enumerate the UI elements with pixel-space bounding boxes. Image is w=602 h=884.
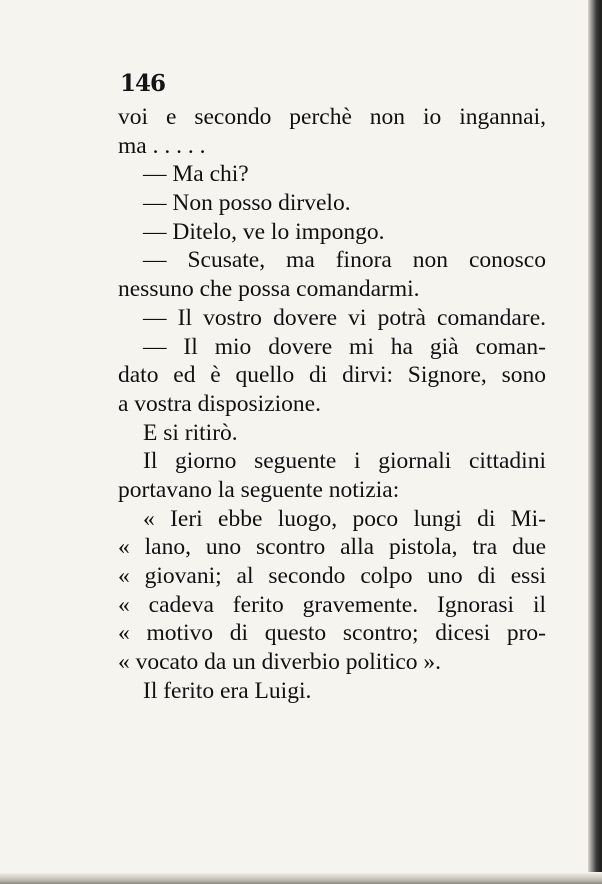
page-bottom-edge [0,872,602,884]
text-line-11: a vostra disposizione. [118,390,321,417]
text-line-9: — Il mio dovere mi ha già coman- [143,333,546,360]
body-text [118,103,546,705]
text-line-17: « giovani; al secondo colpo uno di essi [118,563,546,589]
text-line-1: voi e secondo perchè non io ingannai, [118,104,546,130]
page-number: 146 [120,70,166,97]
book-spine-shadow [588,0,602,884]
text-line-5: — Ditelo, ve lo impongo. [143,218,385,245]
text-line-15: « Ieri ebbe luogo, poco lungi di Mi- [143,505,546,532]
text-line-7: nessuno che possa comandarmi. [118,276,420,303]
text-line-3: — Ma chi? [143,161,249,188]
text-line-18: « cadeva ferito gravemente. Ignorasi il [118,591,546,618]
text-line-14: portavano la seguente notizia: [118,476,400,503]
text-line-2: ma . . . . . [118,132,206,159]
text-line-16: « lano, uno scontro alla pistola, tra due [118,534,546,561]
text-line-8: — Il vostro dovere vi potrà comandare. [143,304,546,331]
text-line-4: — Non posso dirvelo. [143,190,351,217]
text-line-19: « motivo di questo scontro; dicesi pro- [118,620,546,647]
text-line-20: « vocato da un diverbio politico ». [118,649,442,676]
text-line-12: E si ritirò. [143,419,238,446]
text-line-13: Il giorno seguente i giornali cittadini [143,448,546,475]
text-line-6: — Scusate, ma finora non conosco [143,247,546,274]
text-line-10: dato ed è quello di dirvi: Signore, sono [118,362,546,389]
text-line-21: Il ferito era Luigi. [143,677,312,704]
